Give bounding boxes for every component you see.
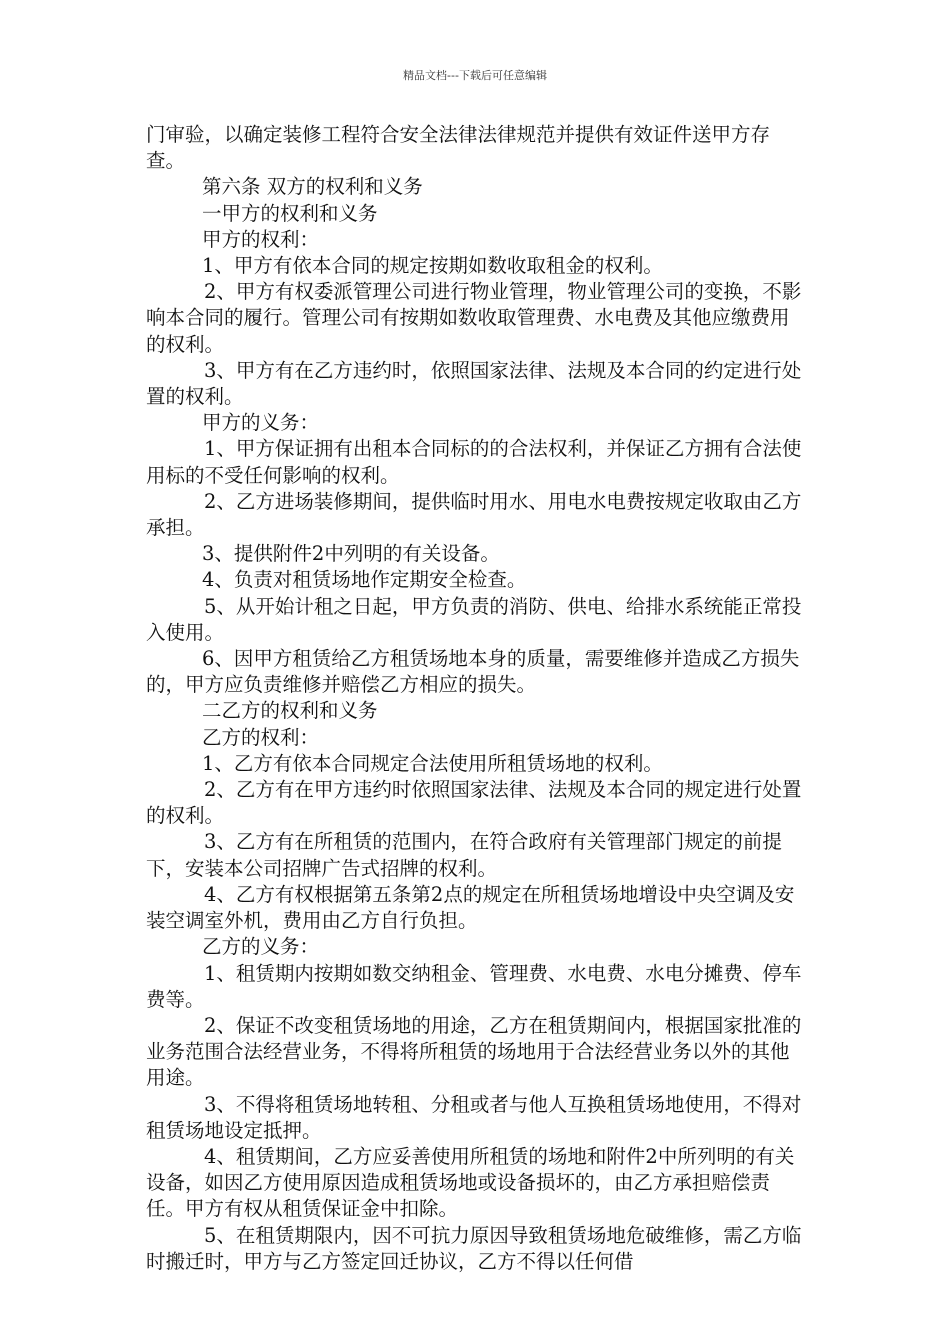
paragraph: 甲方的权利： <box>202 227 320 251</box>
paragraph: 1、甲方保证拥有出租本合同标的的合法权利，并保证乙方拥有合法使用标的不受任何影响的权利。 <box>146 437 802 487</box>
paragraph: 门审验，以确定装修工程符合安全法律法律规范并提供有效证件送甲方存查。 <box>146 123 771 173</box>
paragraph: 2、保证不改变租赁场地的用途，乙方在租赁期间内，根据国家批准的业务范围合法经营业务，不得将所租赁的场地用于合法经营业务以外的其他用途。 <box>146 1013 802 1090</box>
paragraph: 4、租赁期间，乙方应妥善使用所租赁的场地和附件2中所列明的有关设备，如因乙方使用原因造成租赁场地或设备损坏的，由乙方承担赔偿责任。甲方有权从租赁保证金中扣除。 <box>146 1144 795 1221</box>
paragraph: 乙方的权利： <box>202 725 320 749</box>
paragraph: 2、甲方有权委派管理公司进行物业管理，物业管理公司的变换，不影响本合同的履行。管理公司有按期如数收取管理费、水电费及其他应缴费用的权利。 <box>146 280 802 356</box>
paragraph: 1、租赁期内按期如数交纳租金、管理费、水电费、水电分摊费、停车费等。 <box>146 961 802 1011</box>
paragraph: 2、乙方有在甲方违约时依照国家法律、法规及本合同的规定进行处置的权利。 <box>146 778 802 828</box>
paragraph: 2、乙方进场装修期间，提供临时用水、用电水电费按规定收取由乙方承担。 <box>146 489 802 540</box>
paragraph: 3、乙方有在所租赁的范围内，在符合政府有关管理部门规定的前提下，安装本公司招牌广告式招牌的权利。 <box>146 830 782 880</box>
document-body <box>146 122 806 1275</box>
paragraph: 4、负责对租赁场地作定期安全检查。 <box>202 568 527 592</box>
paragraph: 1、乙方有依本合同规定合法使用所租赁场地的权利。 <box>202 751 663 775</box>
paragraph: 甲方的义务： <box>202 411 320 435</box>
paragraph: 1、甲方有依本合同的规定按期如数收取租金的权利。 <box>202 254 663 278</box>
paragraph: 3、不得将租赁场地转租、分租或者与他人互换租赁场地使用，不得对租赁场地设定抵押。 <box>146 1092 802 1142</box>
paragraph: 乙方的义务： <box>202 935 320 959</box>
paragraph: 第六条 双方的权利和义务 <box>202 175 423 199</box>
paragraph: 二乙方的权利和义务 <box>202 699 378 723</box>
paragraph: 3、提供附件2中列明的有关设备。 <box>202 542 500 566</box>
paragraph: 3、甲方有在乙方违约时，依照国家法律、法规及本合同的约定进行处置的权利。 <box>146 358 802 409</box>
paragraph: 4、乙方有权根据第五条第2点的规定在所租赁场地增设中央空调及安装空调室外机，费用由乙方自行负担。 <box>146 882 795 933</box>
paragraph: 5、从开始计租之日起，甲方负责的消防、供电、给排水系统能正常投入使用。 <box>146 594 802 644</box>
paragraph: 5、在租赁期限内，因不可抗力原因导致租赁场地危破维修，需乙方临时搬迁时，甲方与乙方签定回迁协议，乙方不得以任何借 <box>146 1223 802 1273</box>
paragraph: 6、因甲方租赁给乙方租赁场地本身的质量，需要维修并造成乙方损失的，甲方应负责维修并赔偿乙方相应的损失。 <box>146 647 800 697</box>
page-header: 精品文档---下载后可任意编辑 <box>403 69 547 82</box>
paragraph: 一甲方的权利和义务 <box>202 201 378 225</box>
